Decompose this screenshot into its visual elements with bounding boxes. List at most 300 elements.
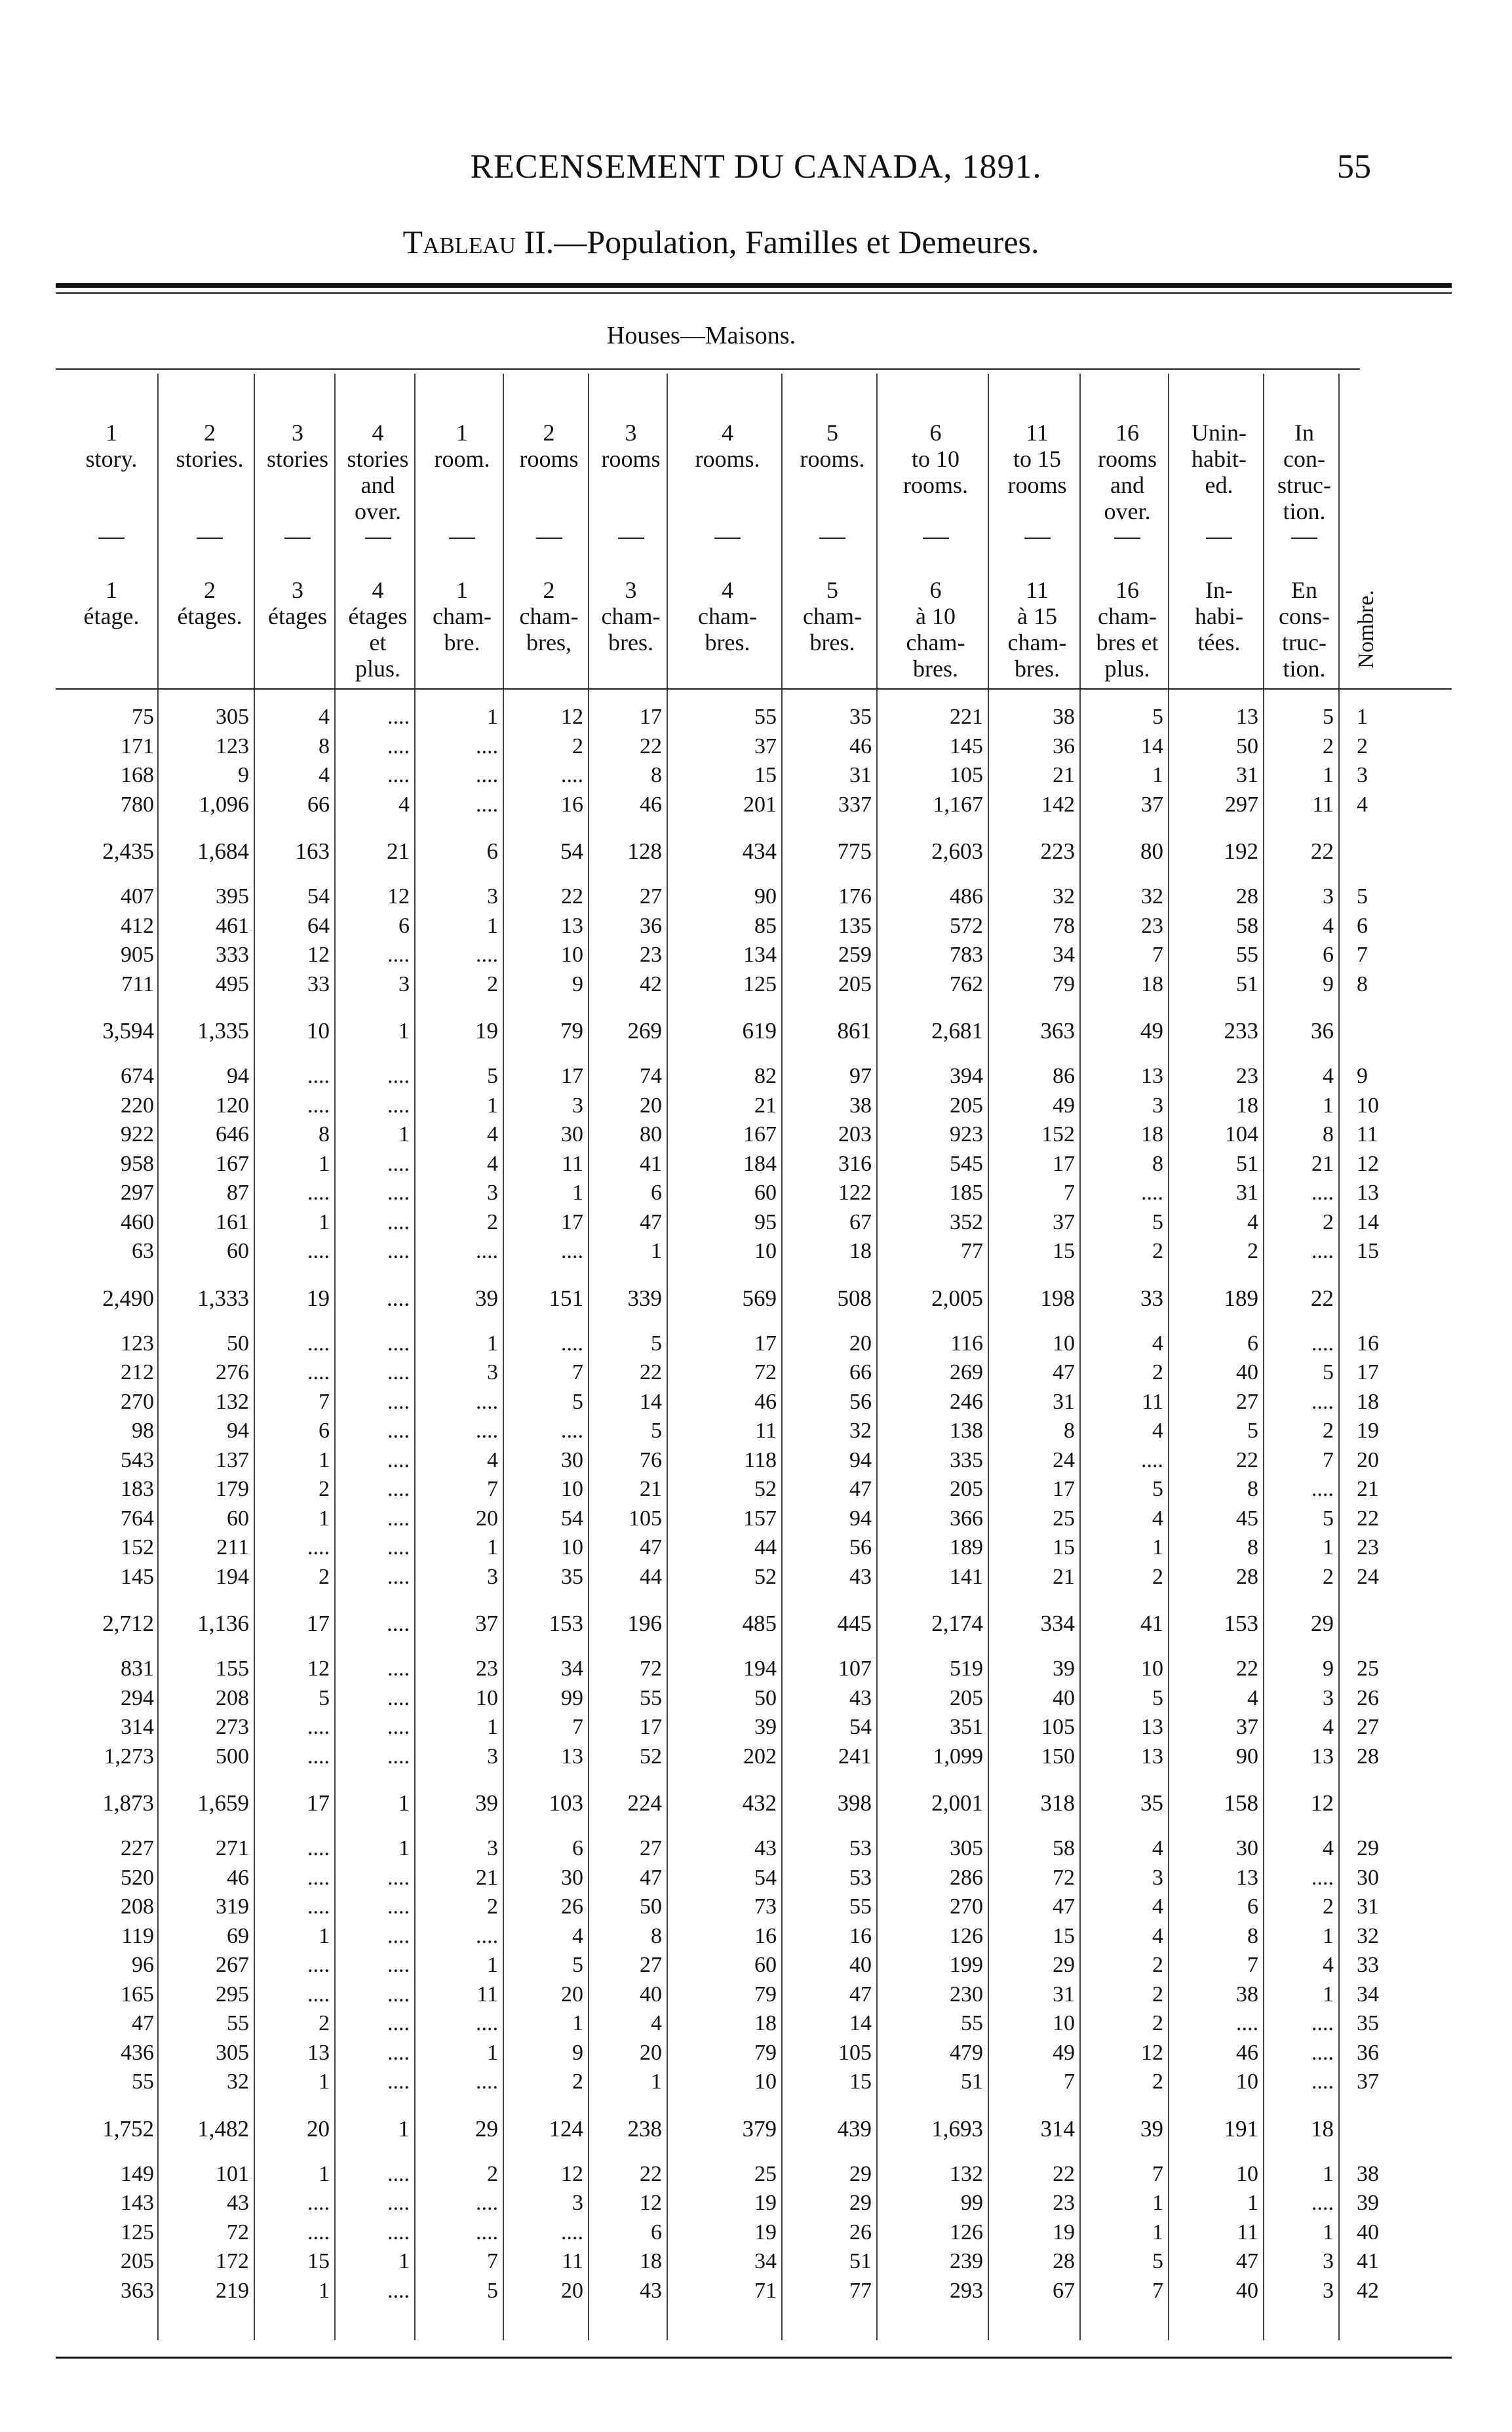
table-cell: 335 bbox=[950, 1447, 983, 1472]
table-cell: 363 bbox=[121, 2278, 154, 2303]
table-cell: 40 bbox=[849, 1953, 872, 1977]
heading-separator-dash bbox=[1206, 538, 1232, 539]
table-cell: 6 bbox=[651, 1181, 662, 1205]
table-cell: 227 bbox=[121, 1836, 154, 1860]
table-cell: .... bbox=[387, 2161, 410, 2186]
table-cell: 3 bbox=[487, 1564, 498, 1589]
table-cell: .... bbox=[561, 1239, 583, 1263]
table-cell: 29 bbox=[849, 2191, 872, 2215]
table-cell: 10 bbox=[1236, 2161, 1258, 2186]
table-cell: 486 bbox=[950, 884, 983, 909]
table-cell: .... bbox=[387, 2191, 410, 2215]
column-heading-fr: 2 étages. bbox=[177, 577, 242, 629]
table-cell: 269 bbox=[627, 1018, 662, 1044]
row-number: 28 bbox=[1357, 1744, 1379, 1769]
table-cell: 1 bbox=[1323, 1093, 1334, 1118]
table-cell: 55 bbox=[132, 2069, 154, 2094]
table-cell: 7 bbox=[572, 1715, 583, 1739]
table-cell: 270 bbox=[121, 1389, 154, 1414]
table-row bbox=[0, 914, 1512, 943]
table-cell: 41 bbox=[640, 1151, 662, 1176]
table-cell: 1 bbox=[487, 1953, 498, 1977]
table-cell: .... bbox=[1311, 2191, 1334, 2215]
row-number: 40 bbox=[1357, 2220, 1379, 2245]
table-cell: .... bbox=[307, 1836, 330, 1860]
heading-separator-dash bbox=[618, 538, 644, 539]
table-cell: 143 bbox=[121, 2191, 154, 2215]
table-cell: 7 bbox=[1152, 2161, 1163, 2186]
row-number: 22 bbox=[1357, 1506, 1379, 1531]
table-cell: 176 bbox=[838, 884, 872, 909]
table-cell: 17 bbox=[561, 1209, 583, 1234]
table-cell: 205 bbox=[121, 2249, 154, 2273]
table-title bbox=[0, 223, 1442, 261]
table-cell: .... bbox=[387, 1447, 410, 1472]
table-row bbox=[0, 1565, 1512, 1594]
table-cell: .... bbox=[1311, 2040, 1334, 2065]
table-cell: 15 bbox=[307, 2249, 330, 2273]
table-cell: 1,335 bbox=[197, 1018, 249, 1044]
row-number: 33 bbox=[1357, 1953, 1379, 1977]
table-cell: 233 bbox=[1224, 1018, 1258, 1044]
row-number: 12 bbox=[1357, 1151, 1379, 1176]
table-cell: 82 bbox=[754, 1064, 777, 1088]
table-cell: 21 bbox=[1053, 1564, 1075, 1589]
table-cell: 142 bbox=[1041, 792, 1075, 817]
heading-separator-dash bbox=[197, 538, 223, 539]
column-heading-fr: 4 cham- bres. bbox=[698, 577, 757, 656]
table-cell: .... bbox=[307, 1181, 330, 1205]
row-number: 25 bbox=[1357, 1657, 1379, 1681]
table-cell: 205 bbox=[950, 1685, 983, 1710]
table-cell: .... bbox=[307, 1093, 330, 1118]
table-cell: 1 bbox=[398, 2115, 410, 2142]
table-cell: .... bbox=[387, 1894, 410, 1919]
table-cell: 4 bbox=[487, 1151, 498, 1176]
table-cell: 153 bbox=[1224, 1611, 1258, 1636]
table-cell: 63 bbox=[132, 1239, 154, 1263]
table-cell: 15 bbox=[754, 763, 777, 787]
table-cell: 38 bbox=[849, 1093, 872, 1118]
table-cell: 11 bbox=[562, 2249, 583, 2273]
table-cell: 105 bbox=[1041, 1715, 1075, 1739]
table-cell: .... bbox=[387, 1564, 410, 1589]
table-cell: 316 bbox=[838, 1151, 872, 1176]
table-cell: 52 bbox=[754, 1477, 777, 1501]
table-cell: 33 bbox=[307, 971, 330, 996]
table-row bbox=[0, 1210, 1512, 1239]
table-cell: 366 bbox=[950, 1506, 983, 1531]
table-cell: 4 bbox=[1247, 1209, 1258, 1234]
table-cell: 1 bbox=[487, 1715, 498, 1739]
table-cell: 1,333 bbox=[197, 1285, 249, 1311]
table-cell: .... bbox=[387, 1715, 410, 1739]
table-cell: 10 bbox=[1236, 2069, 1258, 2094]
table-cell: 22 bbox=[640, 734, 662, 758]
table-cell: 15 bbox=[1053, 1923, 1075, 1948]
table-cell: 1 bbox=[572, 2011, 583, 2035]
table-cell: 238 bbox=[627, 2115, 662, 2142]
table-cell: 20 bbox=[561, 1982, 583, 2007]
table-cell: 295 bbox=[216, 1982, 249, 2007]
row-number: 14 bbox=[1357, 1209, 1379, 1234]
table-cell: 99 bbox=[961, 2191, 983, 2215]
table-cell: 18 bbox=[1236, 1093, 1258, 1118]
table-cell: 116 bbox=[950, 1331, 983, 1356]
table-cell: 56 bbox=[849, 1535, 872, 1559]
table-cell: 1 bbox=[572, 1181, 583, 1205]
table-cell: 25 bbox=[754, 2161, 777, 2186]
table-cell: 495 bbox=[216, 971, 249, 996]
table-cell: 5 bbox=[1247, 1419, 1258, 1443]
table-cell: 29 bbox=[849, 2161, 872, 2186]
table-cell: 572 bbox=[950, 913, 983, 938]
table-cell: 20 bbox=[640, 2040, 662, 2065]
table-cell: 10 bbox=[1053, 1331, 1075, 1356]
table-cell: .... bbox=[1311, 1181, 1334, 1205]
table-cell: .... bbox=[1311, 1239, 1334, 1263]
table-cell: 351 bbox=[950, 1715, 983, 1739]
heading-separator-dash bbox=[365, 538, 391, 539]
table-cell: .... bbox=[387, 1209, 410, 1234]
table-cell: 3 bbox=[572, 2191, 583, 2215]
table-cell: 7 bbox=[1152, 2278, 1163, 2303]
table-cell: 3 bbox=[487, 884, 498, 909]
table-cell: 224 bbox=[627, 1790, 662, 1816]
table-cell: 67 bbox=[849, 1209, 872, 1234]
table-cell: 51 bbox=[1236, 1151, 1258, 1176]
table-cell: 49 bbox=[1140, 1018, 1163, 1044]
table-cell: 31 bbox=[1053, 1982, 1075, 2007]
table-cell: 98 bbox=[132, 1419, 154, 1443]
table-cell: 1,873 bbox=[102, 1790, 154, 1816]
table-row bbox=[0, 1657, 1512, 1685]
table-cell: 831 bbox=[121, 1657, 154, 1681]
table-cell: 7 bbox=[1064, 2069, 1075, 2094]
subtotal-row bbox=[0, 1790, 1512, 1819]
table-cell: 1 bbox=[398, 1122, 410, 1147]
table-cell: 54 bbox=[307, 884, 330, 909]
table-cell: 185 bbox=[950, 1181, 983, 1205]
table-cell: .... bbox=[561, 2220, 583, 2245]
row-number: 37 bbox=[1357, 2069, 1379, 2094]
row-number: 19 bbox=[1357, 1419, 1379, 1443]
table-cell: 40 bbox=[1053, 1685, 1075, 1710]
column-heading-fr: 6 à 10 cham- bres. bbox=[906, 577, 965, 682]
table-cell: 13 bbox=[1141, 1064, 1163, 1088]
table-cell: 2,603 bbox=[931, 838, 983, 864]
table-cell: 47 bbox=[640, 1865, 662, 1890]
table-cell: .... bbox=[307, 1953, 330, 1977]
table-cell: 1 bbox=[319, 1923, 330, 1948]
table-cell: .... bbox=[387, 1285, 410, 1311]
table-cell: 2 bbox=[319, 1477, 330, 1501]
table-cell: 23 bbox=[476, 1657, 498, 1681]
table-cell: 39 bbox=[475, 1790, 498, 1816]
table-cell: 85 bbox=[754, 913, 777, 938]
table-cell: .... bbox=[561, 1419, 583, 1443]
table-cell: 4 bbox=[1152, 1894, 1163, 1919]
table-cell: 314 bbox=[1040, 2115, 1075, 2142]
table-cell: .... bbox=[387, 1657, 410, 1681]
table-cell: 19 bbox=[307, 1285, 330, 1311]
row-number: 6 bbox=[1357, 913, 1368, 938]
table-cell: 126 bbox=[950, 2220, 983, 2245]
table-cell: 167 bbox=[216, 1151, 249, 1176]
table-row bbox=[0, 1477, 1512, 1506]
column-heading-fr: 16 cham- bres et plus. bbox=[1096, 577, 1159, 682]
table-cell: 40 bbox=[1236, 2278, 1258, 2303]
column-heading-en: 1 room. bbox=[434, 420, 490, 472]
table-cell: .... bbox=[561, 763, 583, 787]
table-cell: 20 bbox=[561, 2278, 583, 2303]
table-cell: 861 bbox=[837, 1018, 872, 1044]
table-cell: 19 bbox=[754, 2220, 777, 2245]
row-number: 7 bbox=[1357, 943, 1368, 967]
table-cell: 25 bbox=[1053, 1506, 1075, 1531]
table-cell: 32 bbox=[849, 1419, 872, 1443]
table-cell: 7 bbox=[1152, 943, 1163, 967]
table-cell: 1 bbox=[1323, 2220, 1334, 2245]
table-cell: 38 bbox=[1236, 1982, 1258, 2007]
table-cell: 77 bbox=[849, 2278, 872, 2303]
table-cell: 29 bbox=[1311, 1611, 1334, 1636]
table-cell: 1 bbox=[487, 1331, 498, 1356]
row-number: 13 bbox=[1357, 1181, 1379, 1205]
table-cell: .... bbox=[387, 2069, 410, 2094]
table-row bbox=[0, 1715, 1512, 1744]
table-cell: 41 bbox=[1140, 1611, 1163, 1636]
table-cell: 1 bbox=[1323, 763, 1334, 787]
table-cell: 10 bbox=[561, 1477, 583, 1501]
table-cell: 94 bbox=[849, 1506, 872, 1531]
table-cell: 8 bbox=[1323, 1122, 1334, 1147]
table-row bbox=[0, 1122, 1512, 1151]
table-cell: 460 bbox=[121, 1209, 154, 1234]
table-cell: 80 bbox=[1140, 838, 1163, 864]
row-number: 3 bbox=[1357, 763, 1368, 787]
table-cell: 76 bbox=[640, 1447, 662, 1472]
table-cell: 219 bbox=[216, 2278, 249, 2303]
table-cell: 21 bbox=[754, 1093, 777, 1118]
table-cell: 96 bbox=[132, 1953, 154, 1977]
table-cell: 20 bbox=[849, 1331, 872, 1356]
table-cell: 8 bbox=[1064, 1419, 1075, 1443]
column-heading-en: 3 stories bbox=[267, 420, 328, 472]
table-cell: 4 bbox=[572, 1923, 583, 1948]
row-number: 11 bbox=[1357, 1122, 1378, 1147]
row-number: 8 bbox=[1357, 971, 1368, 996]
table-cell: 1 bbox=[398, 2249, 410, 2273]
table-cell: 2 bbox=[319, 2011, 330, 2035]
table-cell: 30 bbox=[561, 1865, 583, 1890]
table-cell: 50 bbox=[1236, 734, 1258, 758]
table-cell: 21 bbox=[640, 1477, 662, 1501]
table-cell: 135 bbox=[838, 913, 872, 938]
table-cell: 54 bbox=[561, 1506, 583, 1531]
table-cell: 60 bbox=[227, 1239, 249, 1263]
table-cell: 40 bbox=[640, 1982, 662, 2007]
table-cell: .... bbox=[476, 1239, 498, 1263]
table-row bbox=[0, 1535, 1512, 1564]
table-cell: 107 bbox=[838, 1657, 872, 1681]
table-row bbox=[0, 2011, 1512, 2040]
table-cell: 17 bbox=[307, 1611, 330, 1636]
table-cell: 5 bbox=[1152, 2249, 1163, 2273]
table-cell: .... bbox=[1141, 1447, 1163, 1472]
table-cell: 95 bbox=[754, 1209, 777, 1234]
table-cell: 24 bbox=[1053, 1447, 1075, 1472]
table-cell: 72 bbox=[754, 1360, 777, 1384]
table-cell: 10 bbox=[561, 1535, 583, 1559]
table-cell: 94 bbox=[849, 1447, 872, 1472]
table-cell: 22 bbox=[640, 1360, 662, 1384]
table-cell: 1 bbox=[398, 1836, 410, 1860]
table-cell: 436 bbox=[121, 2040, 154, 2065]
table-cell: 33 bbox=[1140, 1285, 1163, 1311]
table-cell: 47 bbox=[640, 1535, 662, 1559]
table-row bbox=[0, 1390, 1512, 1419]
table-cell: .... bbox=[387, 1093, 410, 1118]
table-cell: 674 bbox=[121, 1064, 154, 1088]
table-cell: 3 bbox=[1323, 1685, 1334, 1710]
table-cell: 5 bbox=[1152, 1209, 1163, 1234]
column-heading-en: 4 stories and over. bbox=[347, 420, 409, 524]
table-cell: 55 bbox=[754, 705, 777, 729]
table-cell: 4 bbox=[1152, 1923, 1163, 1948]
table-cell: 412 bbox=[121, 913, 154, 938]
table-cell: 2 bbox=[1152, 1564, 1163, 1589]
table-cell: 205 bbox=[950, 1477, 983, 1501]
table-cell: 50 bbox=[227, 1331, 249, 1356]
table-cell: 17 bbox=[307, 1790, 330, 1816]
table-cell: 184 bbox=[743, 1151, 777, 1176]
table-cell: 28 bbox=[1053, 2249, 1075, 2273]
row-number: 34 bbox=[1357, 1982, 1379, 2007]
table-cell: 44 bbox=[754, 1535, 777, 1559]
table-cell: 3 bbox=[487, 1181, 498, 1205]
table-cell: 46 bbox=[1236, 2040, 1258, 2065]
table-cell: 37 bbox=[754, 734, 777, 758]
table-cell: 10 bbox=[307, 1018, 330, 1044]
table-cell: 54 bbox=[560, 838, 583, 864]
table-cell: 4 bbox=[319, 763, 330, 787]
table-cell: 15 bbox=[1053, 1239, 1075, 1263]
table-cell: 5 bbox=[1152, 1685, 1163, 1710]
table-cell: 318 bbox=[1040, 1790, 1075, 1816]
table-cell: .... bbox=[387, 1535, 410, 1559]
table-cell: 1 bbox=[319, 2069, 330, 2094]
table-cell: .... bbox=[307, 1331, 330, 1356]
table-row bbox=[0, 1953, 1512, 1982]
table-row bbox=[0, 2220, 1512, 2249]
table-cell: 49 bbox=[1053, 1093, 1075, 1118]
table-cell: 36 bbox=[1311, 1018, 1334, 1044]
table-cell: 105 bbox=[950, 763, 983, 787]
table-cell: 47 bbox=[1053, 1894, 1075, 1919]
table-cell: 4 bbox=[1152, 1836, 1163, 1860]
table-cell: 619 bbox=[742, 1018, 777, 1044]
table-cell: 64 bbox=[307, 913, 330, 938]
table-cell: 10 bbox=[1141, 1657, 1163, 1681]
table-cell: 13 bbox=[561, 913, 583, 938]
table-cell: 10 bbox=[561, 943, 583, 967]
table-cell: 519 bbox=[950, 1657, 983, 1681]
table-cell: 105 bbox=[629, 1506, 662, 1531]
table-cell: 27 bbox=[640, 884, 662, 909]
table-cell: 11 bbox=[755, 1419, 777, 1443]
table-cell: 153 bbox=[549, 1611, 583, 1636]
table-cell: 72 bbox=[1053, 1865, 1075, 1890]
table-cell: 99 bbox=[561, 1685, 583, 1710]
table-cell: .... bbox=[476, 1389, 498, 1414]
table-cell: 23 bbox=[1053, 2191, 1075, 2215]
table-cell: 711 bbox=[121, 971, 154, 996]
table-cell: 34 bbox=[754, 2249, 777, 2273]
table-cell: 30 bbox=[561, 1447, 583, 1472]
table-cell: 10 bbox=[1053, 2011, 1075, 2035]
column-heading-en: 4 rooms. bbox=[695, 420, 760, 472]
column-heading-fr: 5 cham- bres. bbox=[803, 577, 862, 656]
table-cell: 4 bbox=[1152, 1419, 1163, 1443]
table-cell: .... bbox=[476, 763, 498, 787]
table-cell: 15 bbox=[849, 2069, 872, 2094]
table-cell: .... bbox=[387, 1239, 410, 1263]
table-cell: 6 bbox=[1247, 1331, 1258, 1356]
table-cell: .... bbox=[387, 2040, 410, 2065]
table-cell: 2 bbox=[1152, 1239, 1163, 1263]
table-row bbox=[0, 2069, 1512, 2098]
heading-separator-dash bbox=[1024, 538, 1051, 539]
table-cell: 1 bbox=[1247, 2191, 1258, 2215]
table-cell: 5 bbox=[1323, 1506, 1334, 1531]
table-cell: 1 bbox=[319, 2161, 330, 2186]
table-cell: 5 bbox=[487, 2278, 498, 2303]
table-row bbox=[0, 1093, 1512, 1122]
row-number: 17 bbox=[1357, 1360, 1379, 1384]
column-heading-en: 3 rooms bbox=[601, 420, 661, 472]
table-cell: 9 bbox=[572, 971, 583, 996]
row-number: 10 bbox=[1357, 1093, 1379, 1118]
table-cell: 4 bbox=[1152, 1506, 1163, 1531]
table-cell: 189 bbox=[1224, 1285, 1258, 1311]
table-cell: 145 bbox=[121, 1564, 154, 1589]
table-cell: 1,693 bbox=[931, 2115, 983, 2142]
table-cell: 337 bbox=[838, 792, 872, 817]
table-cell: 4 bbox=[319, 705, 330, 729]
table-cell: .... bbox=[387, 1151, 410, 1176]
table-cell: 1 bbox=[319, 1151, 330, 1176]
table-cell: 145 bbox=[950, 734, 983, 758]
heading-separator-dash bbox=[284, 538, 311, 539]
table-cell: 198 bbox=[1040, 1285, 1075, 1311]
table-cell: 269 bbox=[950, 1360, 983, 1384]
table-cell: 194 bbox=[743, 1657, 777, 1681]
row-number: 38 bbox=[1357, 2161, 1379, 2186]
table-cell: 79 bbox=[754, 2040, 777, 2065]
table-cell: 4 bbox=[1323, 913, 1334, 938]
table-cell: 2,174 bbox=[931, 1611, 983, 1636]
table-cell: 958 bbox=[121, 1151, 154, 1176]
table-row bbox=[0, 1448, 1512, 1477]
table-row bbox=[0, 1866, 1512, 1894]
column-heading-fr: 1 cham- bre. bbox=[433, 577, 492, 656]
table-cell: 545 bbox=[950, 1151, 983, 1176]
table-cell: 132 bbox=[950, 2161, 983, 2186]
column-heading-fr: 1 étage. bbox=[83, 577, 140, 629]
row-number: 2 bbox=[1357, 734, 1368, 758]
column-heading-en: 5 rooms. bbox=[800, 420, 865, 472]
